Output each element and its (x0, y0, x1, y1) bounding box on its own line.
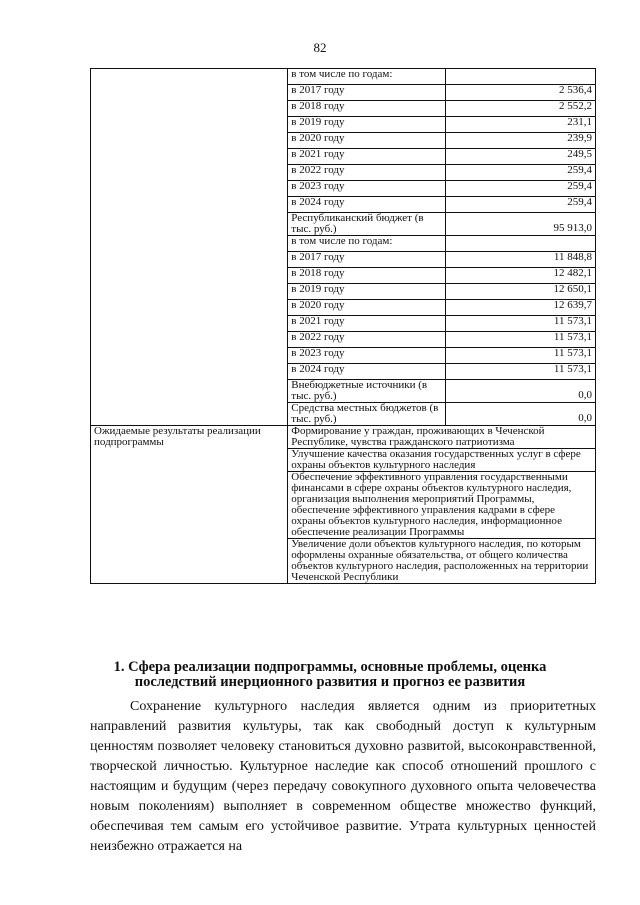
finance-left-cell (91, 69, 288, 426)
finance-table (90, 68, 596, 584)
finance-label: в 2020 году (288, 300, 445, 316)
finance-value: 12 482,1 (445, 268, 595, 284)
results-row (91, 426, 596, 449)
finance-label: в 2018 году (288, 268, 445, 284)
finance-value: 11 848,8 (445, 252, 595, 268)
body-paragraph: Сохранение культурного наследия является одним из приоритетных направлений развития культуры, так как свободный доступ к культурным ценностям позволяет человеку становиться духовно развитой, высоконравственной, творческой личностью. Культурное наследие как способ отношений прошлого с настоящим и будущим (через передачу совокупного духовного опыта человечества новым поколениям) выполняет в современном обществе множество функций, обеспечивая тем самым его устойчивое развитие. Утрата культурных ценностей неизбежно отражается на (90, 699, 596, 854)
finance-label: в 2022 году (288, 332, 445, 348)
finance-value: 259,4 (445, 197, 595, 213)
finance-value: 259,4 (445, 165, 595, 181)
page-number: 82 (313, 40, 327, 55)
finance-label: в 2018 году (288, 101, 445, 117)
finance-label: в 2023 году (288, 348, 445, 364)
finance-label: в 2019 году (288, 284, 445, 300)
finance-value: 2 552,2 (445, 101, 595, 117)
finance-value: 239,9 (445, 133, 595, 149)
body-text (90, 697, 596, 857)
finance-value: 0,0 (445, 380, 595, 403)
finance-label: в том числе по годам: (288, 236, 445, 252)
finance-value: 11 573,1 (445, 348, 595, 364)
results-item: Увеличение доли объектов культурного наследия, по которым оформлены охранные обязательства, от общего количества объектов культурного наследия, расположенных на территории Чеченской Республики (288, 539, 596, 584)
finance-value (445, 69, 595, 85)
finance-label: Республиканский бюджет (в тыс. руб.) (288, 213, 445, 236)
finance-value: 0,0 (445, 403, 595, 426)
finance-label: в 2017 году (288, 85, 445, 101)
results-item: Улучшение качества оказания государственных услуг в сфере охраны объектов культурного наследия (288, 449, 596, 472)
finance-value: 231,1 (445, 117, 595, 133)
finance-value (445, 236, 595, 252)
finance-value: 11 573,1 (445, 316, 595, 332)
finance-label: Средства местных бюджетов (в тыс. руб.) (288, 403, 445, 426)
finance-label: в 2023 году (288, 181, 445, 197)
finance-value: 12 650,1 (445, 284, 595, 300)
section-heading: 1. Сфера реализации подпрограммы, основные проблемы, оценка последствий инерционного развития и прогноз ее развития (113, 659, 547, 690)
finance-value: 11 573,1 (445, 332, 595, 348)
finance-table-body (91, 69, 596, 584)
finance-value: 249,5 (445, 149, 595, 165)
finance-label: в 2024 году (288, 364, 445, 380)
finance-label: в том числе по годам: (288, 69, 445, 85)
results-label: Ожидаемые результаты реализации подпрограммы (91, 426, 288, 584)
finance-label: в 2021 году (288, 316, 445, 332)
finance-value: 95 913,0 (445, 213, 595, 236)
finance-value: 259,4 (445, 181, 595, 197)
finance-value: 12 639,7 (445, 300, 595, 316)
finance-label: в 2021 году (288, 149, 445, 165)
finance-value: 11 573,1 (445, 364, 595, 380)
results-item: Формирование у граждан, проживающих в Чеченской Республике, чувства гражданского патриотизма (288, 426, 596, 449)
finance-value: 2 536,4 (445, 85, 595, 101)
results-item: Обеспечение эффективного управления государственными финансами в сфере охраны объектов культурного наследия, организация выполнения мероприятий Программы, обеспечение эффективного управления кадрами в сфере охраны объектов культурного наследия, информационное обеспечение реализации Программы (288, 472, 596, 539)
finance-row (91, 69, 596, 85)
finance-label: в 2017 году (288, 252, 445, 268)
finance-label: в 2022 году (288, 165, 445, 181)
finance-label: Внебюджетные источники (в тыс. руб.) (288, 380, 445, 403)
finance-label: в 2019 году (288, 117, 445, 133)
finance-label: в 2020 году (288, 133, 445, 149)
finance-label: в 2024 году (288, 197, 445, 213)
